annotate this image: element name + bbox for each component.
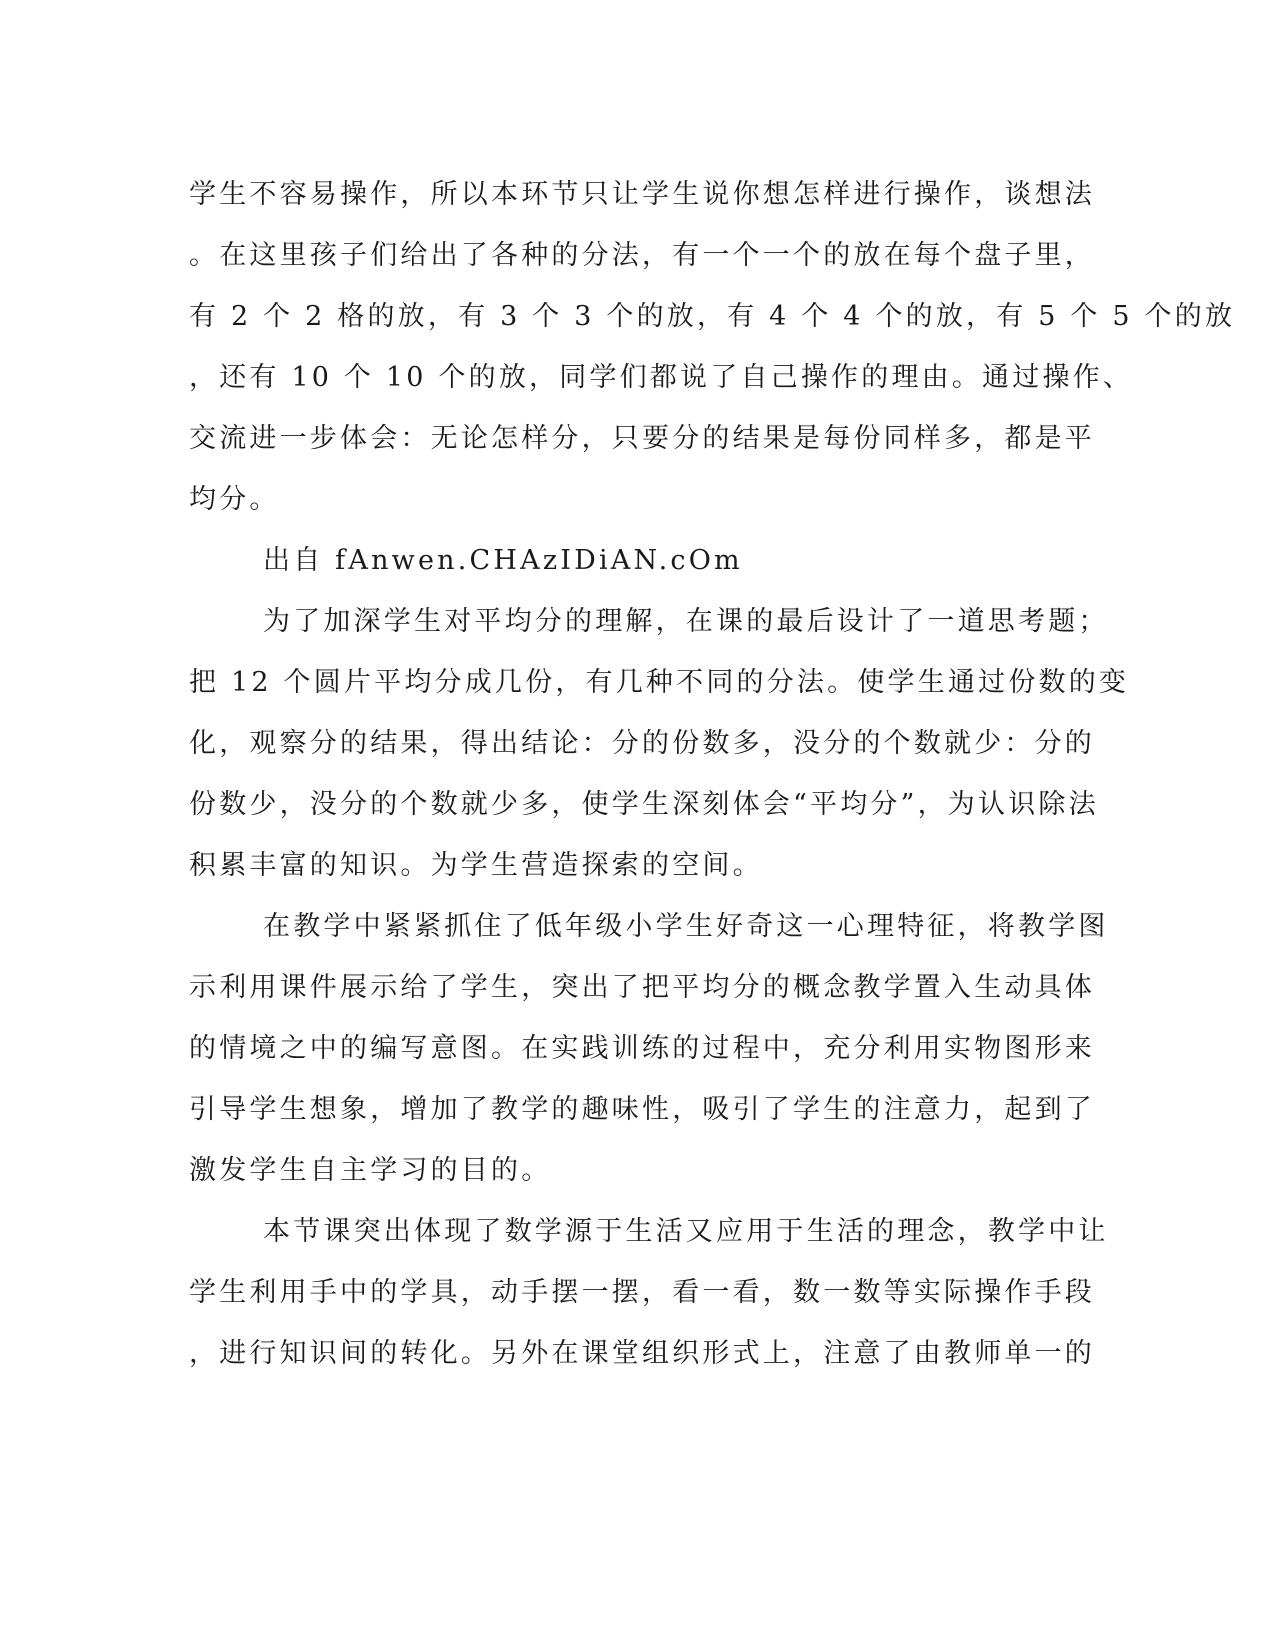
text-line: 示利用课件展示给了学生，突出了把平均分的概念教学置入生动具体 bbox=[189, 972, 1095, 1003]
text-line: 均分。 bbox=[189, 484, 280, 515]
text-line: 激发学生自主学习的目的。 bbox=[189, 1155, 552, 1186]
text-line: 交流进一步体会：无论怎样分，只要分的结果是每份同样多，都是平 bbox=[189, 423, 1095, 454]
text-line: 出自 fAnwen.CHAzIDiAN.cOm bbox=[263, 545, 743, 576]
text-line: ，还有 10 个 10 个的放，同学们都说了自己操作的理由。通过操作、 bbox=[189, 362, 1134, 393]
document-body bbox=[189, 164, 1236, 1384]
text-line: ，进行知识间的转化。另外在课堂组织形式上，注意了由教师单一的 bbox=[189, 1338, 1095, 1369]
text-line: 化，观察分的结果，得出结论：分的份数多，没分的个数就少：分的 bbox=[189, 728, 1095, 759]
text-line: 把 12 个圆片平均分成几份，有几种不同的分法。使学生通过份数的变 bbox=[189, 667, 1130, 698]
text-line: 份数少，没分的个数就少多，使学生深刻体会“平均分”，为认识除法 bbox=[189, 789, 1099, 820]
text-line: 有 2 个 2 格的放，有 3 个 3 个的放，有 4 个 4 个的放，有 5 个 5 个的放 bbox=[189, 301, 1236, 332]
text-line: 学生不容易操作，所以本环节只让学生说你想怎样进行操作，谈想法 bbox=[189, 179, 1095, 210]
text-line: 。在这里孩子们给出了各种的分法，有一个一个的放在每个盘子里， bbox=[189, 240, 1095, 271]
text-line: 学生利用手中的学具，动手摆一摆，看一看，数一数等实际操作手段 bbox=[189, 1277, 1095, 1308]
text-line: 的情境之中的编写意图。在实践训练的过程中，充分利用实物图形来 bbox=[189, 1033, 1095, 1064]
text-line: 为了加深学生对平均分的理解，在课的最后设计了一道思考题； bbox=[263, 606, 1109, 637]
text-line: 积累丰富的知识。为学生营造探索的空间。 bbox=[189, 850, 763, 881]
text-line: 在教学中紧紧抓住了低年级小学生好奇这一心理特征，将教学图 bbox=[263, 911, 1109, 942]
text-line: 引导学生想象，增加了教学的趣味性，吸引了学生的注意力，起到了 bbox=[189, 1094, 1095, 1125]
text-line: 本节课突出体现了数学源于生活又应用于生活的理念，教学中让 bbox=[263, 1216, 1109, 1247]
